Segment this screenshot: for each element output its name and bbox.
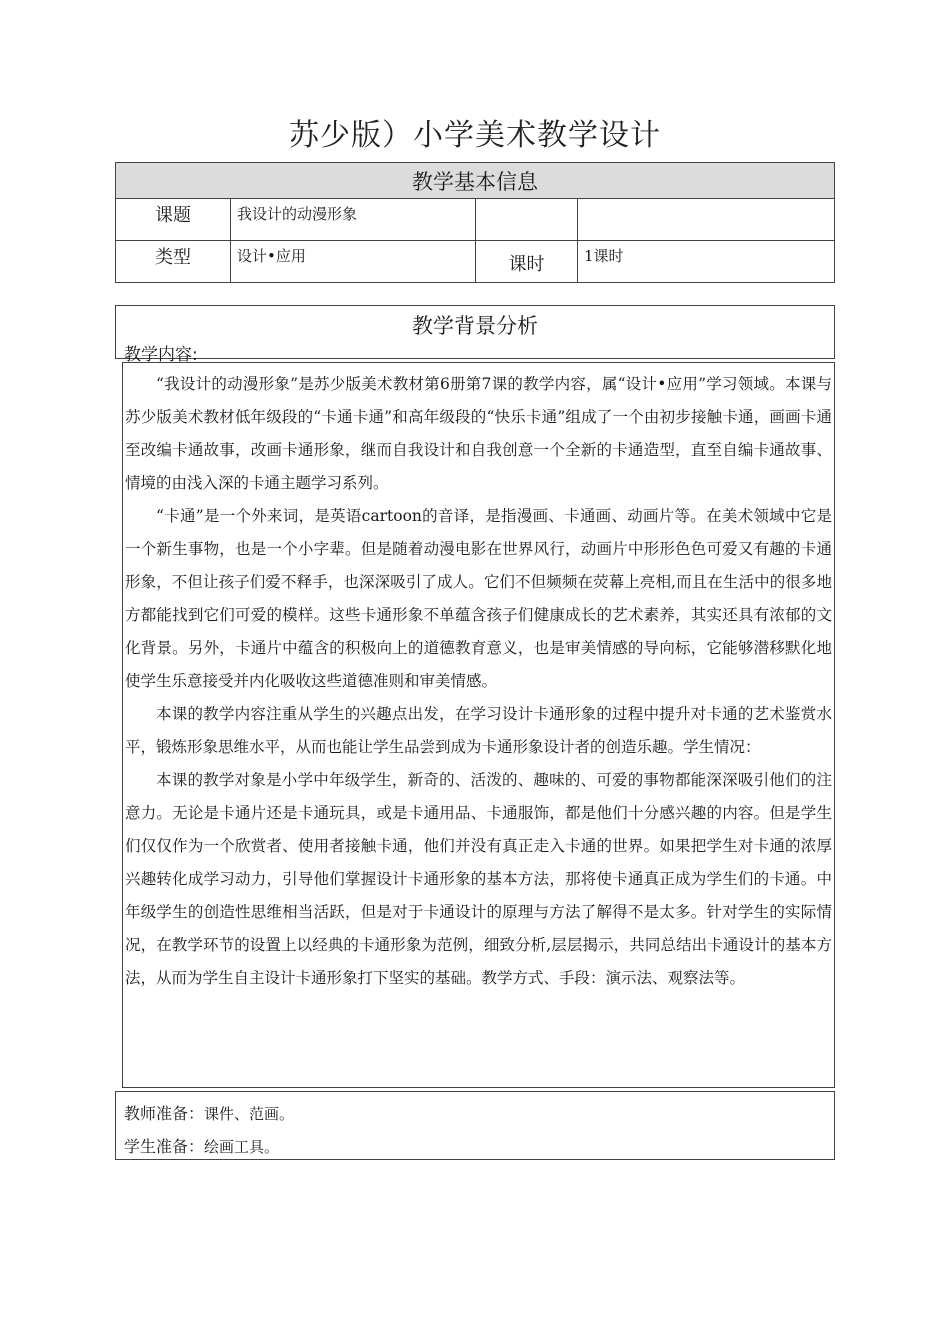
type-label: 类型 bbox=[116, 241, 231, 283]
student-prep-value: 绘画工具。 bbox=[204, 1138, 280, 1156]
preparation-box bbox=[115, 1091, 835, 1160]
basic-info-header: 教学基本信息 bbox=[116, 163, 835, 199]
type-value: 设计•应用 bbox=[231, 241, 476, 283]
topic-label: 课题 bbox=[116, 199, 231, 241]
document-title: 苏少版）小学美术教学设计 bbox=[289, 118, 661, 153]
hours-value: 1课时 bbox=[578, 241, 835, 283]
empty-value-cell bbox=[578, 199, 835, 241]
paragraph-4: 本课的教学对象是小学中年级学生，新奇的、活泼的、趣味的、可爱的事物都能深深吸引他们的注意力。无论是卡通片还是卡通玩具，或是卡通用品、卡通服饰，都是他们十分感兴趣的内容。但是学生们仅仅作为一个欣赏者、使用者接触卡通，他们并没有真正走入卡通的世界。如果把学生对卡通的浓厚兴趣转化成学习动力，引导他们掌握设计卡通形象的基本方法，那将使卡通真正成为学生们的卡通。中年级学生的创造性思维相当活跃，但是对于卡通设计的原理与方法了解得不是太多。针对学生的实际情况，在教学环节的设置上以经典的卡通形象为范例，细致分析,层层揭示，共同总结出卡通设计的基本方法，从而为学生自主设计卡通形象打下坚实的基础。教学方式、手段：演示法、观察法等。 bbox=[125, 771, 832, 987]
background-content-box bbox=[122, 362, 835, 1088]
student-prep-label: 学生准备： bbox=[124, 1137, 205, 1156]
teacher-preparation bbox=[124, 1101, 294, 1124]
student-preparation bbox=[124, 1134, 279, 1157]
paragraph-2: “卡通”是一个外来词，是英语cartoon的音译，是指漫画、卡通画、动画片等。在美术领域中它是一个新生事物，也是一个小字辈。但是随着动漫电影在世界风行，动画片中形形色色可爱又有趣的卡通形象，不但让孩子们爱不释手，也深深吸引了成人。它们不但频频在荧幕上亮相,而且在生活中的很多地方都能找到它们可爱的模样。这些卡通形象不单蕴含孩子们健康成长的艺术素养，其实还具有浓郁的文化背景。另外，卡通片中蕴含的积极向上的道德教育意义，也是审美情感的导向标，它能够潜移默化地使学生乐意接受并内化吸收这些道德准则和审美情感。 bbox=[125, 507, 832, 690]
topic-value: 我设计的动漫形象 bbox=[231, 199, 476, 241]
teacher-prep-value: 课件、范画。 bbox=[204, 1105, 295, 1123]
content-label: 教学内容: bbox=[124, 345, 198, 365]
empty-label-cell bbox=[476, 199, 578, 241]
paragraph-3: 本课的教学内容注重从学生的兴趣点出发，在学习设计卡通形象的过程中提升对卡通的艺术鉴赏水平，锻炼形象思维水平，从而也能让学生品尝到成为卡通形象设计者的创造乐趣。学生情况： bbox=[125, 705, 832, 756]
paragraph-1: “我设计的动漫形象”是苏少版美术教材第6册第7课的教学内容，属“设计•应用”学习领域。本课与苏少版美术教材低年级段的“卡通卡通”和高年级段的“快乐卡通”组成了一个由初步接触卡通，画画卡通至改编卡通故事，改画卡通形象，继而自我设计和自我创意一个全新的卡通造型，直至自编卡通故事、情境的由浅入深的卡通主题学习系列。 bbox=[125, 375, 832, 492]
hours-label: 课时 bbox=[476, 241, 578, 283]
basic-info-table bbox=[115, 162, 835, 283]
background-analysis-header-box bbox=[115, 305, 835, 365]
background-analysis-header: 教学背景分析 bbox=[412, 314, 538, 338]
teacher-prep-label: 教师准备： bbox=[124, 1104, 205, 1123]
